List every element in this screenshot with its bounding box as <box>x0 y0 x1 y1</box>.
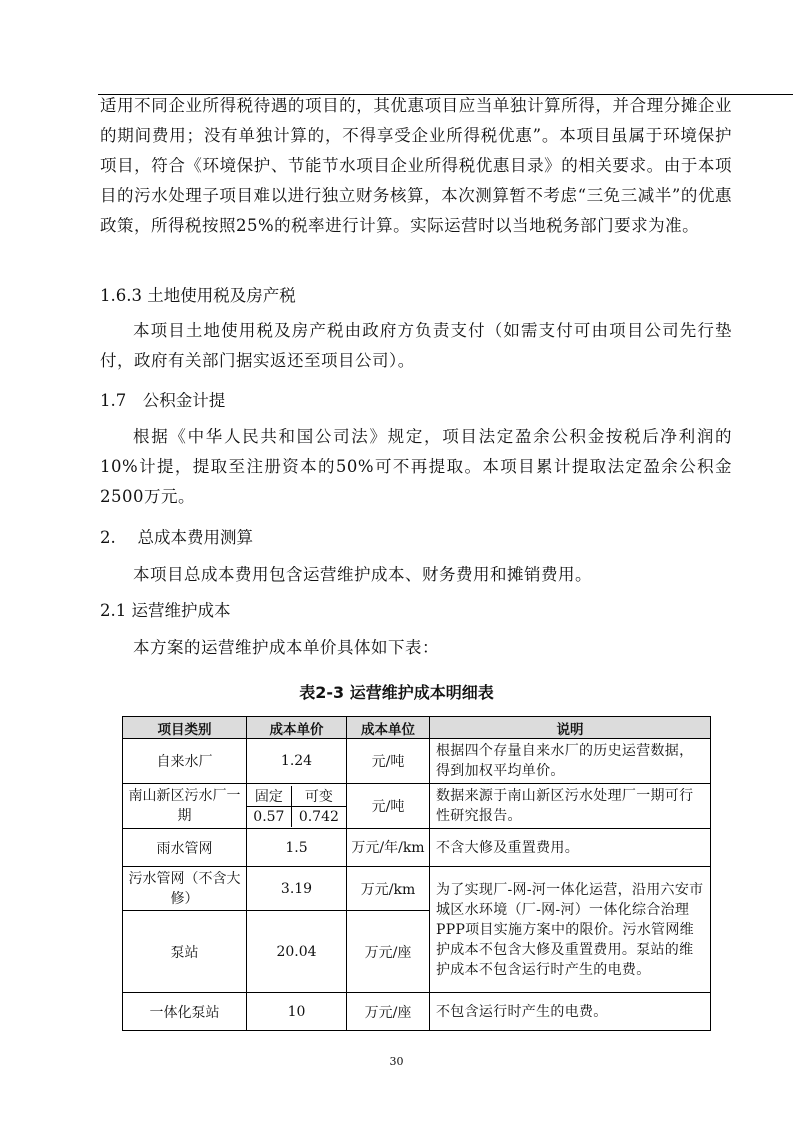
fixed-price: 0.57 <box>247 806 291 827</box>
cell-category: 雨水管网 <box>123 829 247 867</box>
header-category: 项目类别 <box>123 717 247 739</box>
variable-price: 0.742 <box>298 808 339 825</box>
heading-2: 2. 总成本费用测算 <box>100 528 253 547</box>
cell-description: 根据四个存量自来水厂的历史运营数据，得到加权平均单价。 <box>430 739 711 784</box>
fixed-label: 固定 <box>247 786 291 807</box>
table-header-row <box>123 717 711 739</box>
table-row <box>123 784 711 829</box>
heading-2-1: 2.1 运营维护成本 <box>100 601 231 620</box>
cell-description: 为了实现厂-网-河一体化运营，沿用六安市城区水环境（厂-网-河）一体化综合治理PPP项目实施方案中的限价。污水管网维护成本不包含大修及重置费用。泵站的维护成本不包含运行时产生的电费。 <box>430 867 711 993</box>
cell-unit: 万元/年/km <box>347 829 430 867</box>
cell-price-split <box>247 784 347 829</box>
cost-table <box>122 716 711 1031</box>
paragraph-reserve-fund: 根据《中华人民共和国公司法》规定，项目法定盈余公积金按税后净利润的10%计提，提取至注册资本的50%可不再提取。本项目累计提取法定盈余公积金2500万元。 <box>100 427 732 506</box>
cell-category: 南山新区污水厂一期 <box>123 784 247 829</box>
paragraph-table-intro: 本方案的运营维护成本单价具体如下表： <box>133 638 439 657</box>
cell-price: 1.24 <box>247 739 347 784</box>
cell-unit: 万元/km <box>347 867 430 911</box>
cell-category: 自来水厂 <box>123 739 247 784</box>
cell-description: 数据来源于南山新区污水处理厂一期可行性研究报告。 <box>430 784 711 829</box>
cell-unit: 元/吨 <box>347 739 430 784</box>
page-number: 30 <box>389 1055 404 1068</box>
price-split-table <box>247 786 346 827</box>
cell-description: 不含大修及重置费用。 <box>430 829 711 867</box>
cell-unit: 万元/座 <box>347 993 430 1031</box>
cell-price: 10 <box>247 993 347 1031</box>
variable-label: 可变 <box>291 786 346 807</box>
header-description: 说明 <box>430 717 711 739</box>
table-row <box>123 867 711 911</box>
header-unit: 成本单位 <box>347 717 430 739</box>
cell-category: 污水管网（不含大修） <box>123 867 247 911</box>
table-row <box>123 739 711 784</box>
cell-category: 一体化泵站 <box>123 993 247 1031</box>
cell-unit: 元/吨 <box>347 784 430 829</box>
paragraph-land-tax: 本项目土地使用税及房产税由政府方负责支付（如需支付可由项目公司先行垫付，政府有关部门据实返还至项目公司）。 <box>100 321 732 370</box>
cell-price: 1.5 <box>247 829 347 867</box>
cell-category: 泵站 <box>123 911 247 993</box>
paragraph-total-cost: 本项目总成本费用包含运营维护成本、财务费用和摊销费用。 <box>133 565 592 584</box>
table-row <box>123 993 711 1031</box>
paragraph-tax-preference: 适用不同企业所得税待遇的项目的，其优惠项目应当单独计算所得，并合理分摊企业的期间费用；没有单独计算的，不得享受企业所得税优惠”。本项目虽属于环境保护项目，符合《环境保护、节能节水项目企业所得税优惠目录》的相关要求。由于本项目的污水处理子项目难以进行独立财务核算，本次测算暂不考虑“三免三减半”的优惠政策，所得税按照25%的税率进行计算。实际运营时以当地税务部门要求为准。 <box>100 96 732 235</box>
table-row <box>123 829 711 867</box>
cell-price: 20.04 <box>247 911 347 993</box>
heading-1-6-3: 1.6.3 土地使用税及房产税 <box>100 286 296 305</box>
table-caption: 表2-3 运营维护成本明细表 <box>299 683 494 702</box>
heading-1-7: 1.7 公积金计提 <box>100 391 226 410</box>
cell-price: 3.19 <box>247 867 347 911</box>
header-price: 成本单价 <box>247 717 347 739</box>
cell-unit: 万元/座 <box>347 911 430 993</box>
cell-description: 不包含运行时产生的电费。 <box>430 993 711 1031</box>
